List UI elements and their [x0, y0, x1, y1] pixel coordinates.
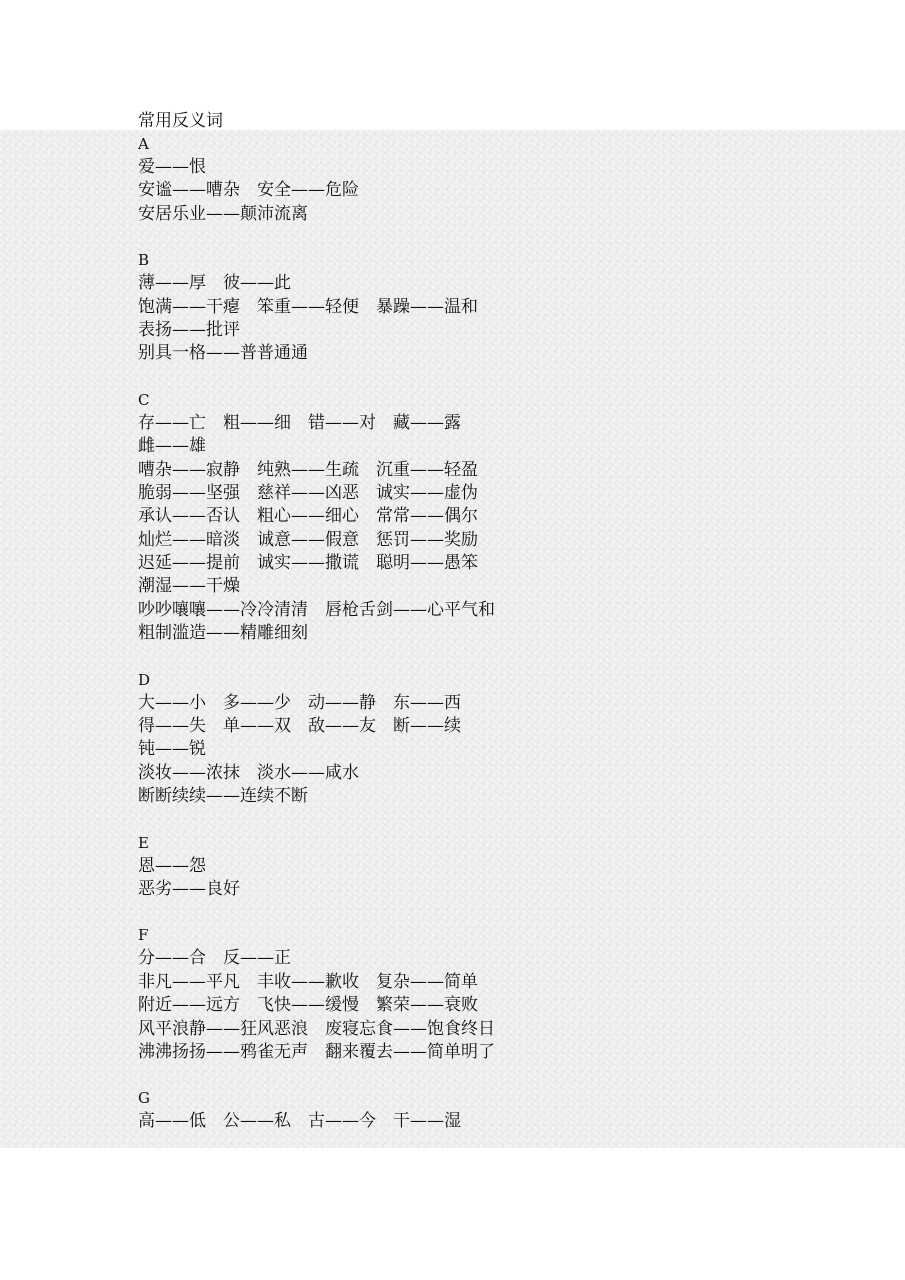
antonym-line	[138, 272, 838, 295]
antonym-pair: 大——小	[138, 692, 206, 713]
antonym-pair: 潮湿——干燥	[138, 576, 240, 597]
section-letter: C	[138, 390, 150, 409]
antonym-line	[138, 692, 838, 715]
antonym-pair: 脆弱——坚强	[138, 482, 240, 503]
section-g	[138, 1087, 838, 1133]
antonym-line	[138, 785, 838, 808]
antonym-pair: 得——失	[138, 716, 206, 737]
antonym-pair: 多——少	[223, 692, 291, 713]
antonym-pair: 恶劣——良好	[138, 878, 240, 899]
antonym-line	[138, 738, 838, 761]
antonym-line	[138, 1018, 838, 1041]
section-d	[138, 669, 838, 809]
antonym-pair: 敌——友	[308, 716, 376, 737]
antonym-line	[138, 529, 838, 552]
antonym-pair: 诚实——虚伪	[376, 482, 478, 503]
antonym-pair: 饱满——干瘪	[138, 296, 240, 317]
antonym-pair: 吵吵嚷嚷——冷冷清清	[138, 599, 308, 620]
antonym-pair: 复杂——简单	[376, 971, 478, 992]
antonym-pair: 丰收——歉收	[257, 971, 359, 992]
antonym-line	[138, 412, 838, 435]
antonym-pair: 沸沸扬扬——鸦雀无声	[138, 1041, 308, 1062]
section-b	[138, 249, 838, 366]
antonym-pair: 断断续续——连续不断	[138, 786, 308, 807]
antonym-line	[138, 319, 838, 342]
antonym-pair: 慈祥——凶恶	[257, 482, 359, 503]
antonym-line	[138, 296, 838, 319]
section-f	[138, 924, 838, 1064]
antonym-pair: 风平浪静——狂风恶浪	[138, 1018, 308, 1039]
antonym-pair: 动——静	[308, 692, 376, 713]
antonym-pair: 粗——细	[223, 412, 291, 433]
antonym-pair: 单——双	[223, 716, 291, 737]
section-letter: F	[138, 926, 149, 945]
antonym-pair: 附近——远方	[138, 995, 240, 1016]
antonym-line	[138, 203, 838, 226]
antonym-pair: 沉重——轻盈	[376, 459, 478, 480]
antonym-pair: 诚实——撒谎	[257, 553, 359, 574]
antonym-pair: 东——西	[393, 692, 461, 713]
antonym-line	[138, 459, 838, 482]
antonym-line	[138, 622, 838, 645]
antonym-pair: 干——湿	[393, 1111, 461, 1132]
antonym-pair: 粗制滥造——精雕细刻	[138, 623, 308, 644]
antonym-line	[138, 762, 838, 785]
antonym-pair: 钝——锐	[138, 739, 206, 760]
antonym-pair: 飞快——缓慢	[257, 995, 359, 1016]
antonym-line	[138, 715, 838, 738]
antonym-pair: 薄——厚	[138, 273, 206, 294]
antonym-pair: 高——低	[138, 1111, 206, 1132]
antonym-pair: 雌——雄	[138, 436, 206, 457]
section-c	[138, 389, 838, 646]
antonym-pair: 恩——怨	[138, 855, 206, 876]
antonym-pair: 藏——露	[393, 412, 461, 433]
document-body	[138, 110, 838, 1134]
antonym-pair: 淡水——咸水	[257, 762, 359, 783]
antonym-pair: 错——对	[308, 412, 376, 433]
antonym-pair: 淡妆——浓抹	[138, 762, 240, 783]
antonym-pair: 迟延——提前	[138, 553, 240, 574]
antonym-line	[138, 855, 838, 878]
section-letter: G	[138, 1089, 150, 1108]
antonym-pair: 反——正	[223, 948, 291, 969]
antonym-pair: 惩罚——奖励	[376, 529, 478, 550]
antonym-line	[138, 552, 838, 575]
antonym-pair: 安居乐业——颠沛流离	[138, 203, 308, 224]
antonym-line	[138, 947, 838, 970]
sections-container	[138, 133, 838, 1134]
antonym-line	[138, 505, 838, 528]
antonym-pair: 常常——偶尔	[376, 506, 478, 527]
section-letter: B	[138, 251, 150, 270]
antonym-pair: 暴躁——温和	[376, 296, 478, 317]
antonym-line	[138, 435, 838, 458]
antonym-pair: 笨重——轻便	[257, 296, 359, 317]
antonym-pair: 分——合	[138, 948, 206, 969]
antonym-line	[138, 1110, 838, 1133]
antonym-pair: 纯熟——生疏	[257, 459, 359, 480]
antonym-pair: 灿烂——暗淡	[138, 529, 240, 550]
antonym-pair: 翻来覆去——简单明了	[325, 1041, 495, 1062]
antonym-line	[138, 179, 838, 202]
antonym-pair: 安全——危险	[257, 180, 359, 201]
antonym-line	[138, 156, 838, 179]
section-e	[138, 832, 838, 902]
antonym-line	[138, 482, 838, 505]
section-letter: E	[138, 833, 149, 852]
antonym-line	[138, 599, 838, 622]
antonym-pair: 存——亡	[138, 412, 206, 433]
antonym-pair: 废寝忘食——饱食终日	[325, 1018, 495, 1039]
section-a	[138, 133, 838, 226]
antonym-pair: 古——今	[308, 1111, 376, 1132]
antonym-pair: 表扬——批评	[138, 319, 240, 340]
antonym-pair: 粗心——细心	[257, 506, 359, 527]
antonym-line	[138, 342, 838, 365]
section-letter: D	[138, 670, 151, 689]
antonym-pair: 断——续	[393, 716, 461, 737]
antonym-pair: 爱——恨	[138, 157, 206, 177]
antonym-pair: 安谧——嘈杂	[138, 180, 240, 201]
antonym-line	[138, 575, 838, 598]
section-letter: A	[138, 135, 149, 153]
antonym-pair: 非凡——平凡	[138, 971, 240, 992]
antonym-pair: 嘈杂——寂静	[138, 459, 240, 480]
antonym-line	[138, 878, 838, 901]
antonym-pair: 聪明——愚笨	[376, 553, 478, 574]
antonym-pair: 繁荣——衰败	[376, 995, 478, 1016]
antonym-pair: 承认——否认	[138, 506, 240, 527]
antonym-line	[138, 971, 838, 994]
antonym-pair: 诚意——假意	[257, 529, 359, 550]
antonym-pair: 彼——此	[223, 273, 291, 294]
antonym-line	[138, 1041, 838, 1064]
antonym-pair: 别具一格——普普通通	[138, 343, 308, 364]
antonym-pair: 公——私	[223, 1111, 291, 1132]
antonym-line	[138, 994, 838, 1017]
antonym-pair: 唇枪舌剑——心平气和	[325, 599, 495, 620]
page-title: 常用反义词	[138, 111, 223, 131]
